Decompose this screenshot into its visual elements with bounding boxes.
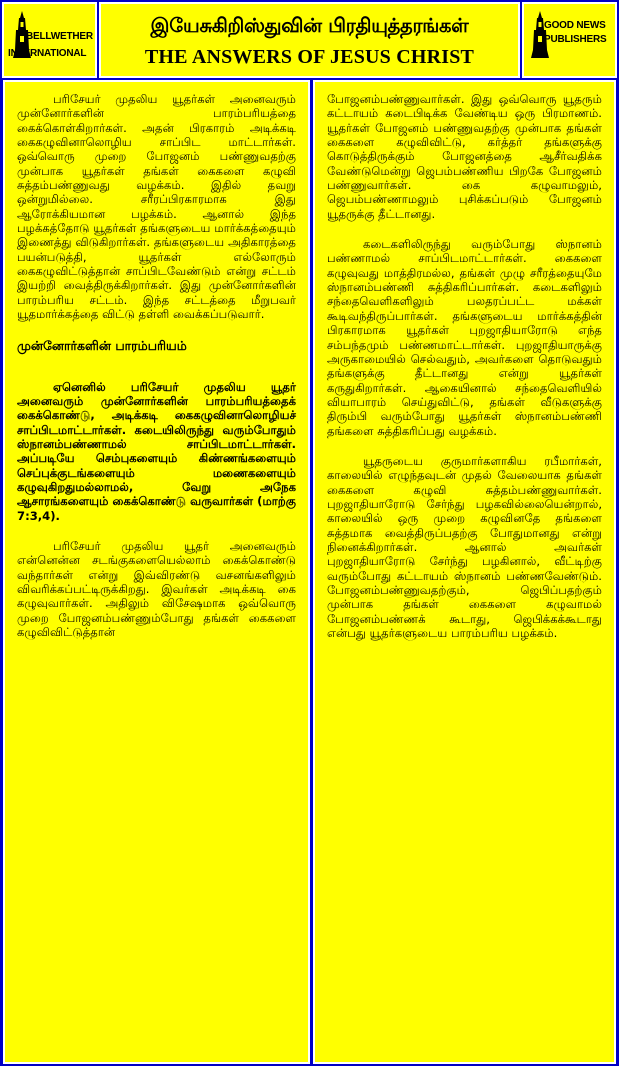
section-title: முன்னோர்களின் பாரம்பரியம் xyxy=(17,337,187,353)
good-news-logo-line1: GOOD NEWS xyxy=(544,20,606,31)
right-paragraph-1: போஜனம்பண்ணுவார்கள். இது ஒவ்வொரு யூதரும் கட்டாயம் கடைபிடிக்க வேண்டிய ஒரு பிரமாணம். யூதர்கள் போஜனம் பண்ணுவதற்கு முன்பாக தங்கள் கைகளை கழுவிவிட்டு, கர்த்தர் தங்களுக்கு கொடுத்திருக்கும் போஜனத்தை ஆசீர்வதிக்க வேண்டுமென்று ஜெபம்பண்ணிய பிறகே போஜனம் பண்ணுவார்கள். கை கழுவாமலும், ஜெபம்பண்ணாமலும் புசிக்கப்படும் போஜனம் யூதருக்கு தீட்டானது. xyxy=(327,92,602,221)
left-column xyxy=(3,80,310,1064)
page-header xyxy=(99,2,520,78)
english-title: THE ANSWERS OF JESUS CHRIST xyxy=(144,46,475,68)
right-paragraph-3: யூதருடைய குருமார்களாகிய ரபீமார்கள், காலையில் எழுந்தவுடன் முதல் வேலையாக தங்கள் கைகளை கழுவி சுத்தம்பண்ணுவார்கள். புறஜாதியாரோடு சேர்ந்து பழகவில்லையென்றால், காலையில் ஒரு முறை கழுவினதே தங்களை சுத்தமாக வைத்திருப்பதற்கு போதுமானது என்று நினைக்கிறார்கள். ஆனால் அவர்கள் புறஜாதியாரோடு சேர்ந்து பழகினால், வீட்டிற்கு வரும்போது கட்டாயம் ஸ்நானம் பண்ணவேண்டும். போஜனம்பண்ணுவதற்கும், ஜெபிப்பதற்கும் முன்பாக தங்கள் கைகளை கழுவாமல் போஜனம்பண்ணக் கூடாது, ஜெபிக்கக்கூடாது என்பது யூதர்களுடைய பாரம்பரிய பழக்கம். xyxy=(327,453,602,641)
left-paragraph-1: பரிசேயர் முதலிய யூதர்கள் அனைவரும் முன்னோர்களின் பாரம்பரியத்தை கைக்கொள்கிறார்கள். அதன் பிரகாரம் அடிக்கடி கைகழுவினாலொழிய சாப்பிட மாட்டார்கள். ஒவ்வொரு முறை போஜனம் பண்ணுவதற்கு முன்பாக யூதர்கள் தங்கள் கைகளை கழுவி சுத்தம்பண்ணுவது வழக்கம். இதில் தவறு ஒன்றுமில்லை. சரீரப்பிரகாரமாக இது ஆரோக்கியமான பழக்கம். ஆனால் இந்த பழக்கத்தோடு யூதர்கள் தங்களுடைய மார்க்கத்தையும் இணைத்து விடுகிறார்கள். தங்களுடைய அதிகாரத்தை பயன்படுத்தி, யூதர்கள் எல்லோரும் கைகழுவிட்டுத்தான் சாப்பிடவேண்டும் என்று சட்டம் இயற்றி வைத்திருக்கிறார்கள். இது முன்னோர்களின் பாரம்பரிய சட்டம். இந்த சட்டத்தை மீறுபவர் யூதமார்க்கத்தை விட்டு தள்ளி வைக்கப்படுவார். xyxy=(17,92,296,322)
good-news-logo-line2: PUBLISHERS xyxy=(544,34,607,45)
bellwether-logo xyxy=(2,2,97,78)
right-column xyxy=(313,80,616,1064)
bellwether-logo-line1: BELLWETHER xyxy=(26,31,93,42)
scripture-verse: ஏனெனில் பரிசேயர் முதலிய யூதர் அனைவரும் முன்னோர்களின் பாரம்பரியத்தைக் கைக்கொண்டு, அடிக்கடி கைகழுவினாலொழியச் சாப்பிடமாட்டார்கள். கடையிலிருந்து வரும்போதும் ஸ்நானம்பண்ணாமல் சாப்பிடமாட்டார்கள். அப்படியே செம்புகளையும் கிண்ணங்களையும் செப்புக்குடங்களையும் மணைகளையும் கழுவுகிறதுமல்லாமல், வேறு அநேக ஆசாரங்களையும் கைக்கொண்டு வருவார்கள் (மாற்கு 7:3,4). xyxy=(17,379,296,523)
good-news-logo xyxy=(522,2,617,78)
left-paragraph-2: பரிசேயர் முதலிய யூதர் அனைவரும் என்னென்ன சடங்குகளையெல்லாம் கைக்கொண்டு வந்தார்கள் என்று இவ்விரண்டு வசனங்களிலும் விவரிக்கப்பட்டிருக்கிறது. இவர்கள் அடிக்கடி கை கழுவுவார்கள். அதிலும் விசேஷமாக ஒவ்வொரு முறை போஜனம்பண்ணும்போது தங்கள் கைகளை கழுவிவிட்டுத்தான் xyxy=(17,538,296,639)
bellwether-logo-line2: INTERNATIONAL xyxy=(8,48,87,59)
tamil-title: இயேசுகிறிஸ்துவின் பிரதியுத்தரங்கள் xyxy=(150,14,469,37)
right-paragraph-2: கடைகளிலிருந்து வரும்போது ஸ்நானம் பண்ணாமல் சாப்பிடமாட்டார்கள். கைகளை கழுவுவது மாத்திரமல்ல, தங்கள் முழு சரீரத்தையுமே ஸ்நானம்பண்ணி சுத்திகரிப்பார்கள். கடைகளிலும் சந்தைவெளிகளிலும் பலதரப்பட்ட மக்கள் கூடிவந்திருப்பார்கள். தங்களுடைய மார்க்கத்தின் பிரகாரமாக யூதர்கள் புறஜாதியாரோடு எந்த சம்பந்தமும் பண்ணமாட்டார்கள். புறஜாதியாருக்கு அருகாமையில் செல்வதும், அவர்களை தொடுவதும் தங்களுக்கு தீட்டானது என்று யூதர்கள் கருதுகிறார்கள். ஆகையினால் சந்தைவெளியில் வியாபாரம் செய்துவிட்டு, தங்கள் வீடுகளுக்கு திரும்பி வரும்போது யூதர்கள் ஸ்நானம்பண்ணி தங்களை சுத்திகரிப்பது வழக்கம். xyxy=(327,237,602,438)
